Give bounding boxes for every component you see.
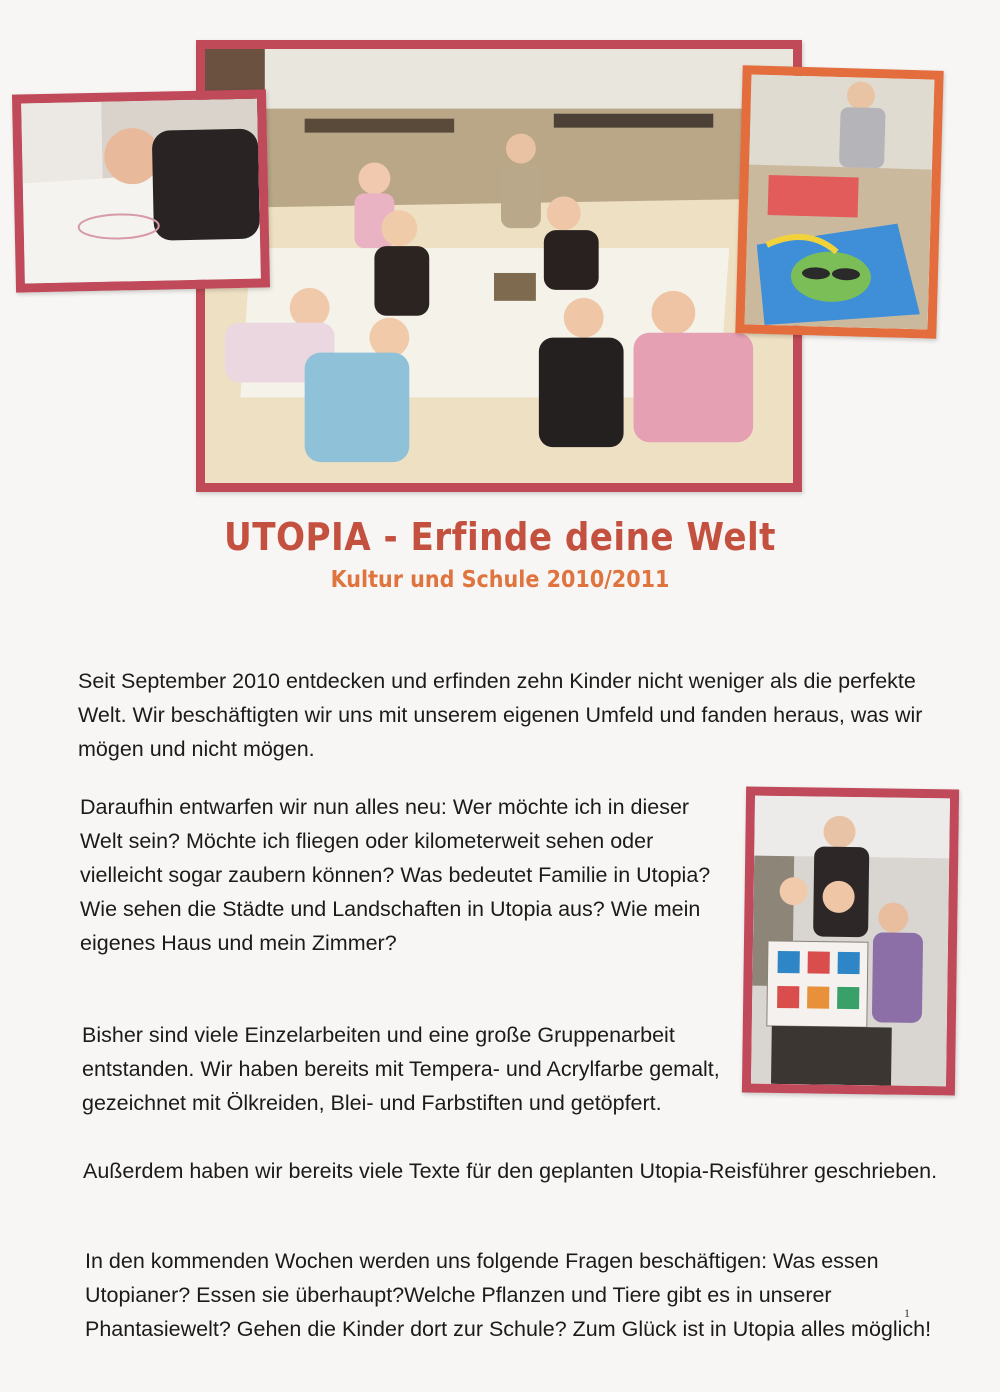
photo-painting — [735, 65, 943, 339]
page-number: 1 — [904, 1306, 910, 1320]
page-title: UTOPIA - Erfinde deine Welt — [224, 515, 776, 559]
paragraph-coming-weeks: In den kommenden Wochen werden uns folgende Fragen beschäftigen: Was essen Utopianer? Essen sie überhaupt?Welche Pflanzen und Tiere gibt es in unserer Phantasiewelt? Gehen die Kinder dort zur Schule? Zum Glück ist in Utopia alles möglich! — [85, 1249, 932, 1341]
paragraph-design-questions: Daraufhin entwarfen wir nun alles neu: Wer möchte ich in dieser Welt sein? Möchte ich fliegen oder kilometerweit sehen oder vielleicht sogar zaubern können? Was bedeutet Familie in Utopia? Wie sehen die Städte und Landschaften in Utopia aus? Wie mein eigenes Haus und mein Zimmer? — [80, 795, 711, 955]
photo-group-with-artwork — [742, 787, 959, 1096]
photo-child-drawing — [12, 89, 270, 292]
paragraph-work-so-far: Bisher sind viele Einzelarbeiten und eine große Gruppenarbeit entstanden. Wir haben bereits mit Tempera- und Acrylfarbe gemalt, gezeichnet mit Ölkreiden, Blei- und Farbstiften und getöpfert. — [82, 1023, 720, 1115]
paragraph-travel-guide: Außerdem haben wir bereits viele Texte für den geplanten Utopia-Reisführer geschrieben. — [83, 1159, 938, 1183]
paragraph-intro: Seit September 2010 entdecken und erfinden zehn Kinder nicht weniger als die perfekte Welt. Wir beschäftigten wir uns mit unserem eigenen Umfeld und fanden heraus, was wir mögen und nicht mögen. — [78, 669, 923, 761]
group-photo-main — [196, 40, 802, 492]
page-subtitle: Kultur und Schule 2010/2011 — [330, 567, 670, 593]
